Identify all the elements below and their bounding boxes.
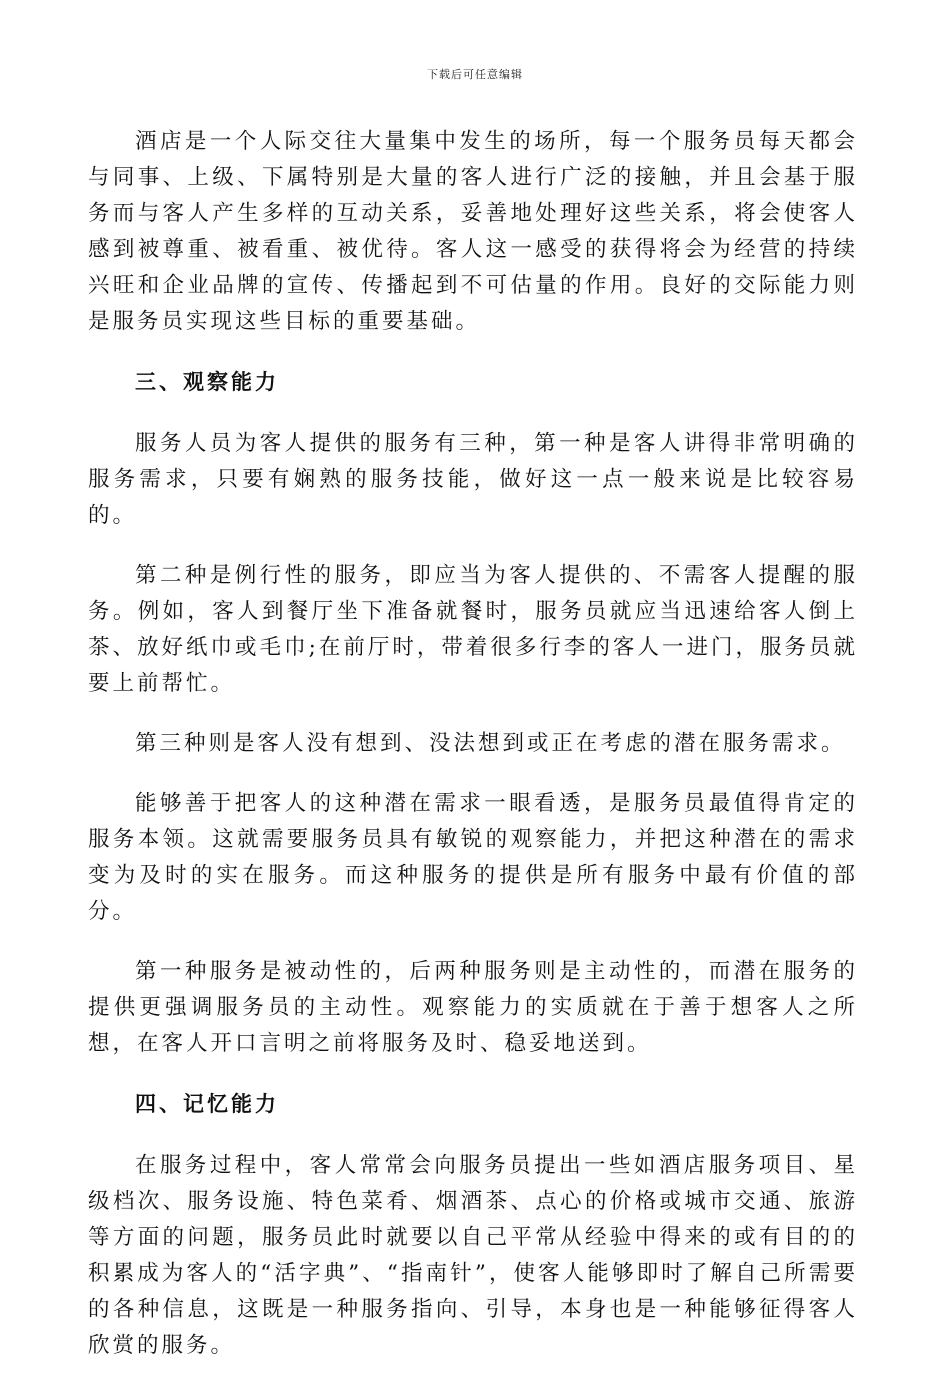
paragraph-proactive-service: 第一种服务是被动性的，后两种服务则是主动性的，而潜在服务的提供更强调服务员的主动性。观察能力的实质就在于善于想客人之所想，在客人开口言明之前将服务及时、稳妥地送到。 — [88, 959, 858, 1056]
paragraph-memory-skills: 在服务过程中，客人常常会向服务员提出一些如酒店服务项目、星级档次、服务设施、特色菜肴、烟酒茶、点心的价格或城市交通、旅游等方面的问题，服务员此时就要以自己平常从经验中得来的或有目的的积累成为客人的“活字典”、“指南针”，使客人能够即时了解自己所需要的各种信息，这既是一种服务指向、引导，本身也是一种能够征得客人欣赏的服务。 — [88, 1153, 858, 1358]
section-heading-memory: 四、记忆能力 — [135, 1092, 279, 1116]
header-note: 下载后可任意编辑 — [427, 68, 523, 81]
paragraph-routine-service: 第二种是例行性的服务，即应当为客人提供的、不需客人提醒的服务。例如，客人到餐厅坐下准备就餐时，服务员就应当迅速给客人倒上茶、放好纸巾或毛巾;在前厅时，带着很多行李的客人一进门，服务员就要上前帮忙。 — [88, 563, 858, 696]
paragraph-latent-service: 第三种则是客人没有想到、没法想到或正在考虑的潜在服务需求。 — [135, 731, 846, 756]
paragraph-social-skills: 酒店是一个人际交往大量集中发生的场所，每一个服务员每天都会与同事、上级、下属特别是大量的客人进行广泛的接触，并且会基于服务而与客人产生多样的互动关系，妥善地处理好这些关系，将会使客人感到被尊重、被看重、被优待。客人这一感受的获得将会为经营的持续兴旺和企业品牌的宣传、传播起到不可估量的作用。良好的交际能力则是服务员实现这些目标的重要基础。 — [88, 129, 858, 334]
paragraph-observation-value: 能够善于把客人的这种潜在需求一眼看透，是服务员最值得肯定的服务本领。这就需要服务员具有敏锐的观察能力，并把这种潜在的需求变为及时的实在服务。而这种服务的提供是所有服务中最有价值的部分。 — [88, 791, 858, 924]
section-heading-observation: 三、观察能力 — [135, 370, 279, 394]
paragraph-three-services: 服务人员为客人提供的服务有三种，第一种是客人讲得非常明确的服务需求，只要有娴熟的服务技能，做好这一点一般来说是比较容易的。 — [88, 431, 858, 528]
document-body — [88, 124, 858, 1388]
